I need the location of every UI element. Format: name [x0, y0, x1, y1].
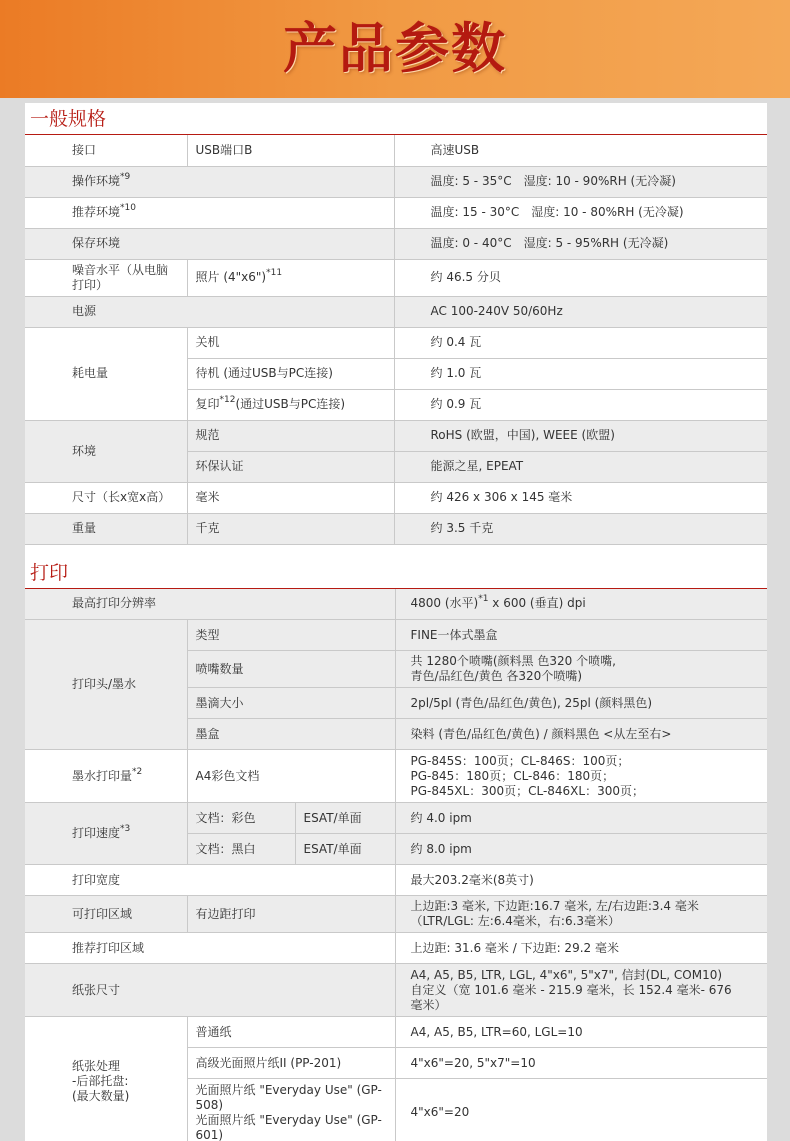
row-value: 4"x6"=20	[395, 1079, 767, 1141]
table-row	[25, 228, 767, 259]
row-sub: 规范	[187, 420, 394, 451]
row-value: 温度: 5 - 35°C 湿度: 10 - 90%RH (无冷凝)	[394, 166, 767, 197]
row-sub: A4彩色文档	[187, 750, 395, 803]
row-label: 噪音水平（从电脑打印）	[25, 259, 187, 296]
row-value: 上边距: 31.6 毫米 / 下边距: 29.2 毫米	[395, 933, 767, 964]
row-label: 重量	[25, 513, 187, 544]
row-label: 打印宽度	[25, 865, 395, 896]
row-label: 环境	[25, 420, 187, 482]
row-value: 约 426 x 306 x 145 毫米	[394, 482, 767, 513]
footnote-mark: *12	[219, 395, 236, 405]
spec-sheet	[25, 103, 767, 1141]
row-label: 耗电量	[25, 327, 187, 420]
row-label: 推荐环境$^{*10}$	[25, 197, 394, 228]
row-sub: 千克	[187, 513, 394, 544]
row-value: AC 100-240V 50/60Hz	[394, 296, 767, 327]
row-value: A4, A5, B5, LTR=60, LGL=10	[395, 1017, 767, 1048]
row-value: 染料 (青色/品红色/黄色) / 颜料黑色 <从左至右>	[395, 719, 767, 750]
row-sub: 高级光面照片纸II (PP-201)	[187, 1048, 395, 1079]
row-label: 墨水打印量$^{*2}$	[25, 750, 187, 803]
row-label: 操作环境$^{*9}$	[25, 166, 394, 197]
table-row	[25, 803, 767, 834]
row-label: 打印头/墨水	[25, 620, 187, 750]
row-mode: ESAT/单面	[295, 803, 395, 834]
general-spec-table	[25, 135, 767, 545]
section-heading-print: 打印	[25, 557, 767, 589]
footnote-mark: *1	[478, 594, 489, 605]
row-value: 上边距:3 毫米, 下边距:16.7 毫米, 左/右边距:3.4 毫米 （LTR/LGL: 左:6.4毫米，右:6.3毫米）	[395, 896, 767, 933]
row-label: 电源	[25, 296, 394, 327]
banner	[0, 0, 790, 98]
row-value: 2pl/5pl (青色/品红色/黄色), 25pl (颜料黑色)	[395, 688, 767, 719]
footnote-mark: *11	[266, 268, 283, 278]
table-row	[25, 513, 767, 544]
row-value: 约 1.0 瓦	[394, 358, 767, 389]
row-sub: 关机	[187, 327, 394, 358]
table-row	[25, 166, 767, 197]
row-value: 4"x6"=20, 5"x7"=10	[395, 1048, 767, 1079]
table-row	[25, 896, 767, 933]
row-value: 约 8.0 ipm	[395, 834, 767, 865]
row-label: 可打印区域	[25, 896, 187, 933]
footnote-mark: *2	[132, 766, 143, 777]
page-title: 产品参数	[283, 17, 507, 80]
row-value: 共 1280个喷嘴(颜料黑 色320 个喷嘴, 青色/品红色/黄色 各320个喷嘴)	[395, 651, 767, 688]
row-sub: 照片 (4"x6")$^{*11}$	[187, 259, 394, 296]
row-value: 约 0.9 瓦	[394, 389, 767, 420]
table-row	[25, 420, 767, 451]
row-sub: 墨滴大小	[187, 688, 395, 719]
row-sub: 文档：彩色	[187, 803, 295, 834]
row-value: 最大203.2毫米(8英寸)	[395, 865, 767, 896]
table-row	[25, 1017, 767, 1048]
row-value: 高速USB	[394, 135, 767, 166]
row-value: FINE一体式墨盒	[395, 620, 767, 651]
row-value: PG-845S：100页；CL-846S：100页； PG-845：180页；CL-846：180页； PG-845XL：300页；CL-846XL：300页；	[395, 750, 767, 803]
row-value: 温度: 0 - 40°C 湿度: 5 - 95%RH (无冷凝)	[394, 228, 767, 259]
row-label: 最高打印分辨率	[25, 589, 395, 620]
table-row	[25, 482, 767, 513]
table-row	[25, 197, 767, 228]
row-value: 约 0.4 瓦	[394, 327, 767, 358]
row-label: 打印速度$^{*3}$	[25, 803, 187, 865]
row-sub: USB端口B	[187, 135, 394, 166]
row-sub: 光面照片纸 "Everyday Use" (GP- 508) 光面照片纸 "Everyday Use" (GP- 601)	[187, 1079, 395, 1141]
row-label: 纸张处理 -后部托盘: (最大数量)	[25, 1017, 187, 1141]
row-value: 4800 (水平)$^{*1}$ x 600 (垂直) dpi	[395, 589, 767, 620]
table-row	[25, 327, 767, 358]
table-row	[25, 865, 767, 896]
row-value: 约 46.5 分贝	[394, 259, 767, 296]
row-value: A4, A5, B5, LTR, LGL, 4"x6", 5"x7", 信封(DL, COM10) 自定义（宽 101.6 毫米 - 215.9 毫米，长 152.4 毫米- 676 毫米）	[395, 964, 767, 1017]
table-row	[25, 620, 767, 651]
table-row	[25, 933, 767, 964]
section-heading-general: 一般规格	[25, 103, 767, 135]
row-sub: 喷嘴数量	[187, 651, 395, 688]
row-value: RoHS (欧盟，中国), WEEE (欧盟)	[394, 420, 767, 451]
table-row	[25, 296, 767, 327]
row-sub: 复印$^{*12}$(通过USB与PC连接)	[187, 389, 394, 420]
row-sub: 毫米	[187, 482, 394, 513]
row-label: 纸张尺寸	[25, 964, 395, 1017]
row-label: 接口	[25, 135, 187, 166]
table-row	[25, 964, 767, 1017]
row-label: 保存环境	[25, 228, 394, 259]
print-spec-table	[25, 589, 767, 1141]
row-sub: 有边距打印	[187, 896, 395, 933]
table-row	[25, 750, 767, 803]
row-label: 尺寸（长x宽x高）	[25, 482, 187, 513]
table-row	[25, 259, 767, 296]
row-value: 约 3.5 千克	[394, 513, 767, 544]
row-sub: 类型	[187, 620, 395, 651]
row-sub: 墨盒	[187, 719, 395, 750]
row-value: 能源之星, EPEAT	[394, 451, 767, 482]
table-row	[25, 135, 767, 166]
table-row	[25, 589, 767, 620]
row-value: 约 4.0 ipm	[395, 803, 767, 834]
row-label: 推荐打印区域	[25, 933, 395, 964]
footnote-mark: *9	[120, 172, 131, 182]
row-sub: 普通纸	[187, 1017, 395, 1048]
row-sub: 文档：黑白	[187, 834, 295, 865]
footnote-mark: *10	[120, 203, 136, 213]
row-value: 温度: 15 - 30°C 湿度: 10 - 80%RH (无冷凝)	[394, 197, 767, 228]
row-mode: ESAT/单面	[295, 834, 395, 865]
footnote-mark: *3	[120, 824, 131, 834]
row-sub: 待机 (通过USB与PC连接)	[187, 358, 394, 389]
row-sub: 环保认证	[187, 451, 394, 482]
